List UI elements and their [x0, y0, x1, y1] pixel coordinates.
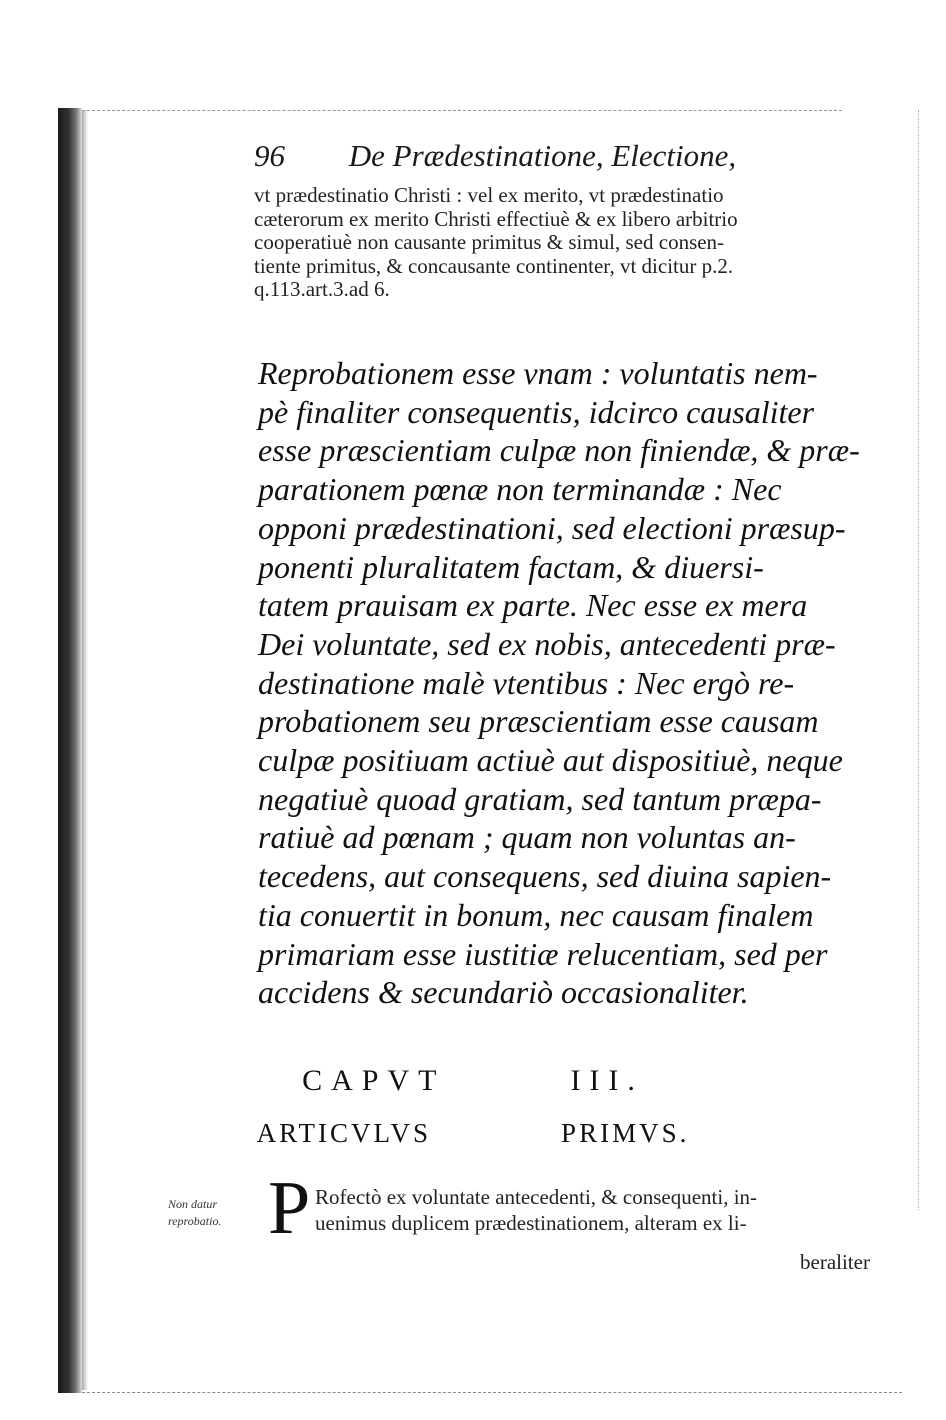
text-line: destinatione malè vtentibus : Nec ergò re-: [258, 664, 795, 701]
text-line: pè finaliter consequentis, idcirco causaliter: [258, 393, 815, 430]
article-number: PRIMVS.: [561, 1118, 690, 1148]
article-label: ARTICVLVS: [256, 1118, 432, 1148]
text-line: cooperatiuè non causante primitus & simul, sed consen-: [254, 230, 725, 254]
text-line: tia conuertit in bonum, nec causam finalem: [258, 896, 814, 933]
text-line: q.113.art.3.ad 6.: [254, 277, 390, 301]
margin-note-line: Non datur: [168, 1197, 218, 1211]
paragraph-body: [315, 1184, 905, 1236]
text-line: uenimus duplicem prædestinationem, alteram ex li-: [315, 1211, 747, 1235]
text-line: primariam esse iustitiæ relucentiam, sed per: [258, 935, 828, 972]
running-header: [254, 138, 814, 178]
chapter-number: III.: [570, 1064, 644, 1097]
drop-cap: P: [268, 1166, 311, 1250]
text-line: parationem pœnæ non terminandæ : Nec: [258, 471, 782, 508]
text-line: ratiuè ad pœnam ; quam non voluntas an-: [258, 819, 796, 856]
paragraph-italic: [258, 354, 908, 1012]
page-bottom-edge: [82, 1392, 902, 1393]
text-line: ponenti pluralitatem factam, & diuersi-: [258, 548, 764, 585]
chapter-label: CAPVT: [302, 1064, 446, 1097]
page-top-edge: [82, 110, 842, 111]
text-line: Rofectò ex voluntate antecedenti, & consequenti, in-: [315, 1185, 758, 1209]
text-line: cæterorum ex merito Christi effectiuè & ex libero arbitrio: [254, 206, 738, 231]
text-line: culpæ positiuam actiuè aut dispositiuè, neque: [258, 742, 843, 779]
margin-note-line: reprobatio.: [168, 1214, 222, 1228]
gutter-highlight: [82, 110, 88, 1390]
text-line: accidens & secundariò occasionaliter.: [258, 974, 749, 1011]
text-line: vt prædestinatio Christi : vel ex merito, vt prædestinatio: [254, 183, 724, 207]
text-line: tecedens, aut consequens, sed diuina sapien-: [258, 858, 832, 895]
text-line: opponi prædestinationi, sed electioni præsup-: [258, 509, 846, 546]
marginal-note: [168, 1196, 258, 1230]
page-number: 96: [254, 138, 285, 173]
chapter-heading: [0, 1064, 946, 1098]
text-line: Reprobationem esse vnam : voluntatis nem-: [258, 355, 818, 391]
text-line: negatiuè quoad gratiam, sed tantum præpa-: [258, 780, 822, 817]
text-line: tatem prauisam ex parte. Nec esse ex mera: [258, 587, 808, 624]
text-line: Dei voluntate, sed ex nobis, antecedenti præ-: [258, 625, 836, 662]
text-line: probationem seu præscientiam esse causam: [258, 703, 819, 740]
article-heading: [0, 1118, 946, 1149]
running-title: De Prædestinatione, Electione,: [348, 138, 737, 173]
page-right-edge: [918, 110, 919, 1210]
catchword: beraliter: [800, 1250, 870, 1274]
text-line: tiente primitus, & concausante continenter, vt dicitur p.2.: [254, 253, 734, 278]
text-line: esse præscientiam culpæ non finiendæ, & præ-: [258, 432, 860, 469]
paragraph-roman: [254, 184, 904, 302]
book-spine-shadow: [58, 108, 82, 1393]
